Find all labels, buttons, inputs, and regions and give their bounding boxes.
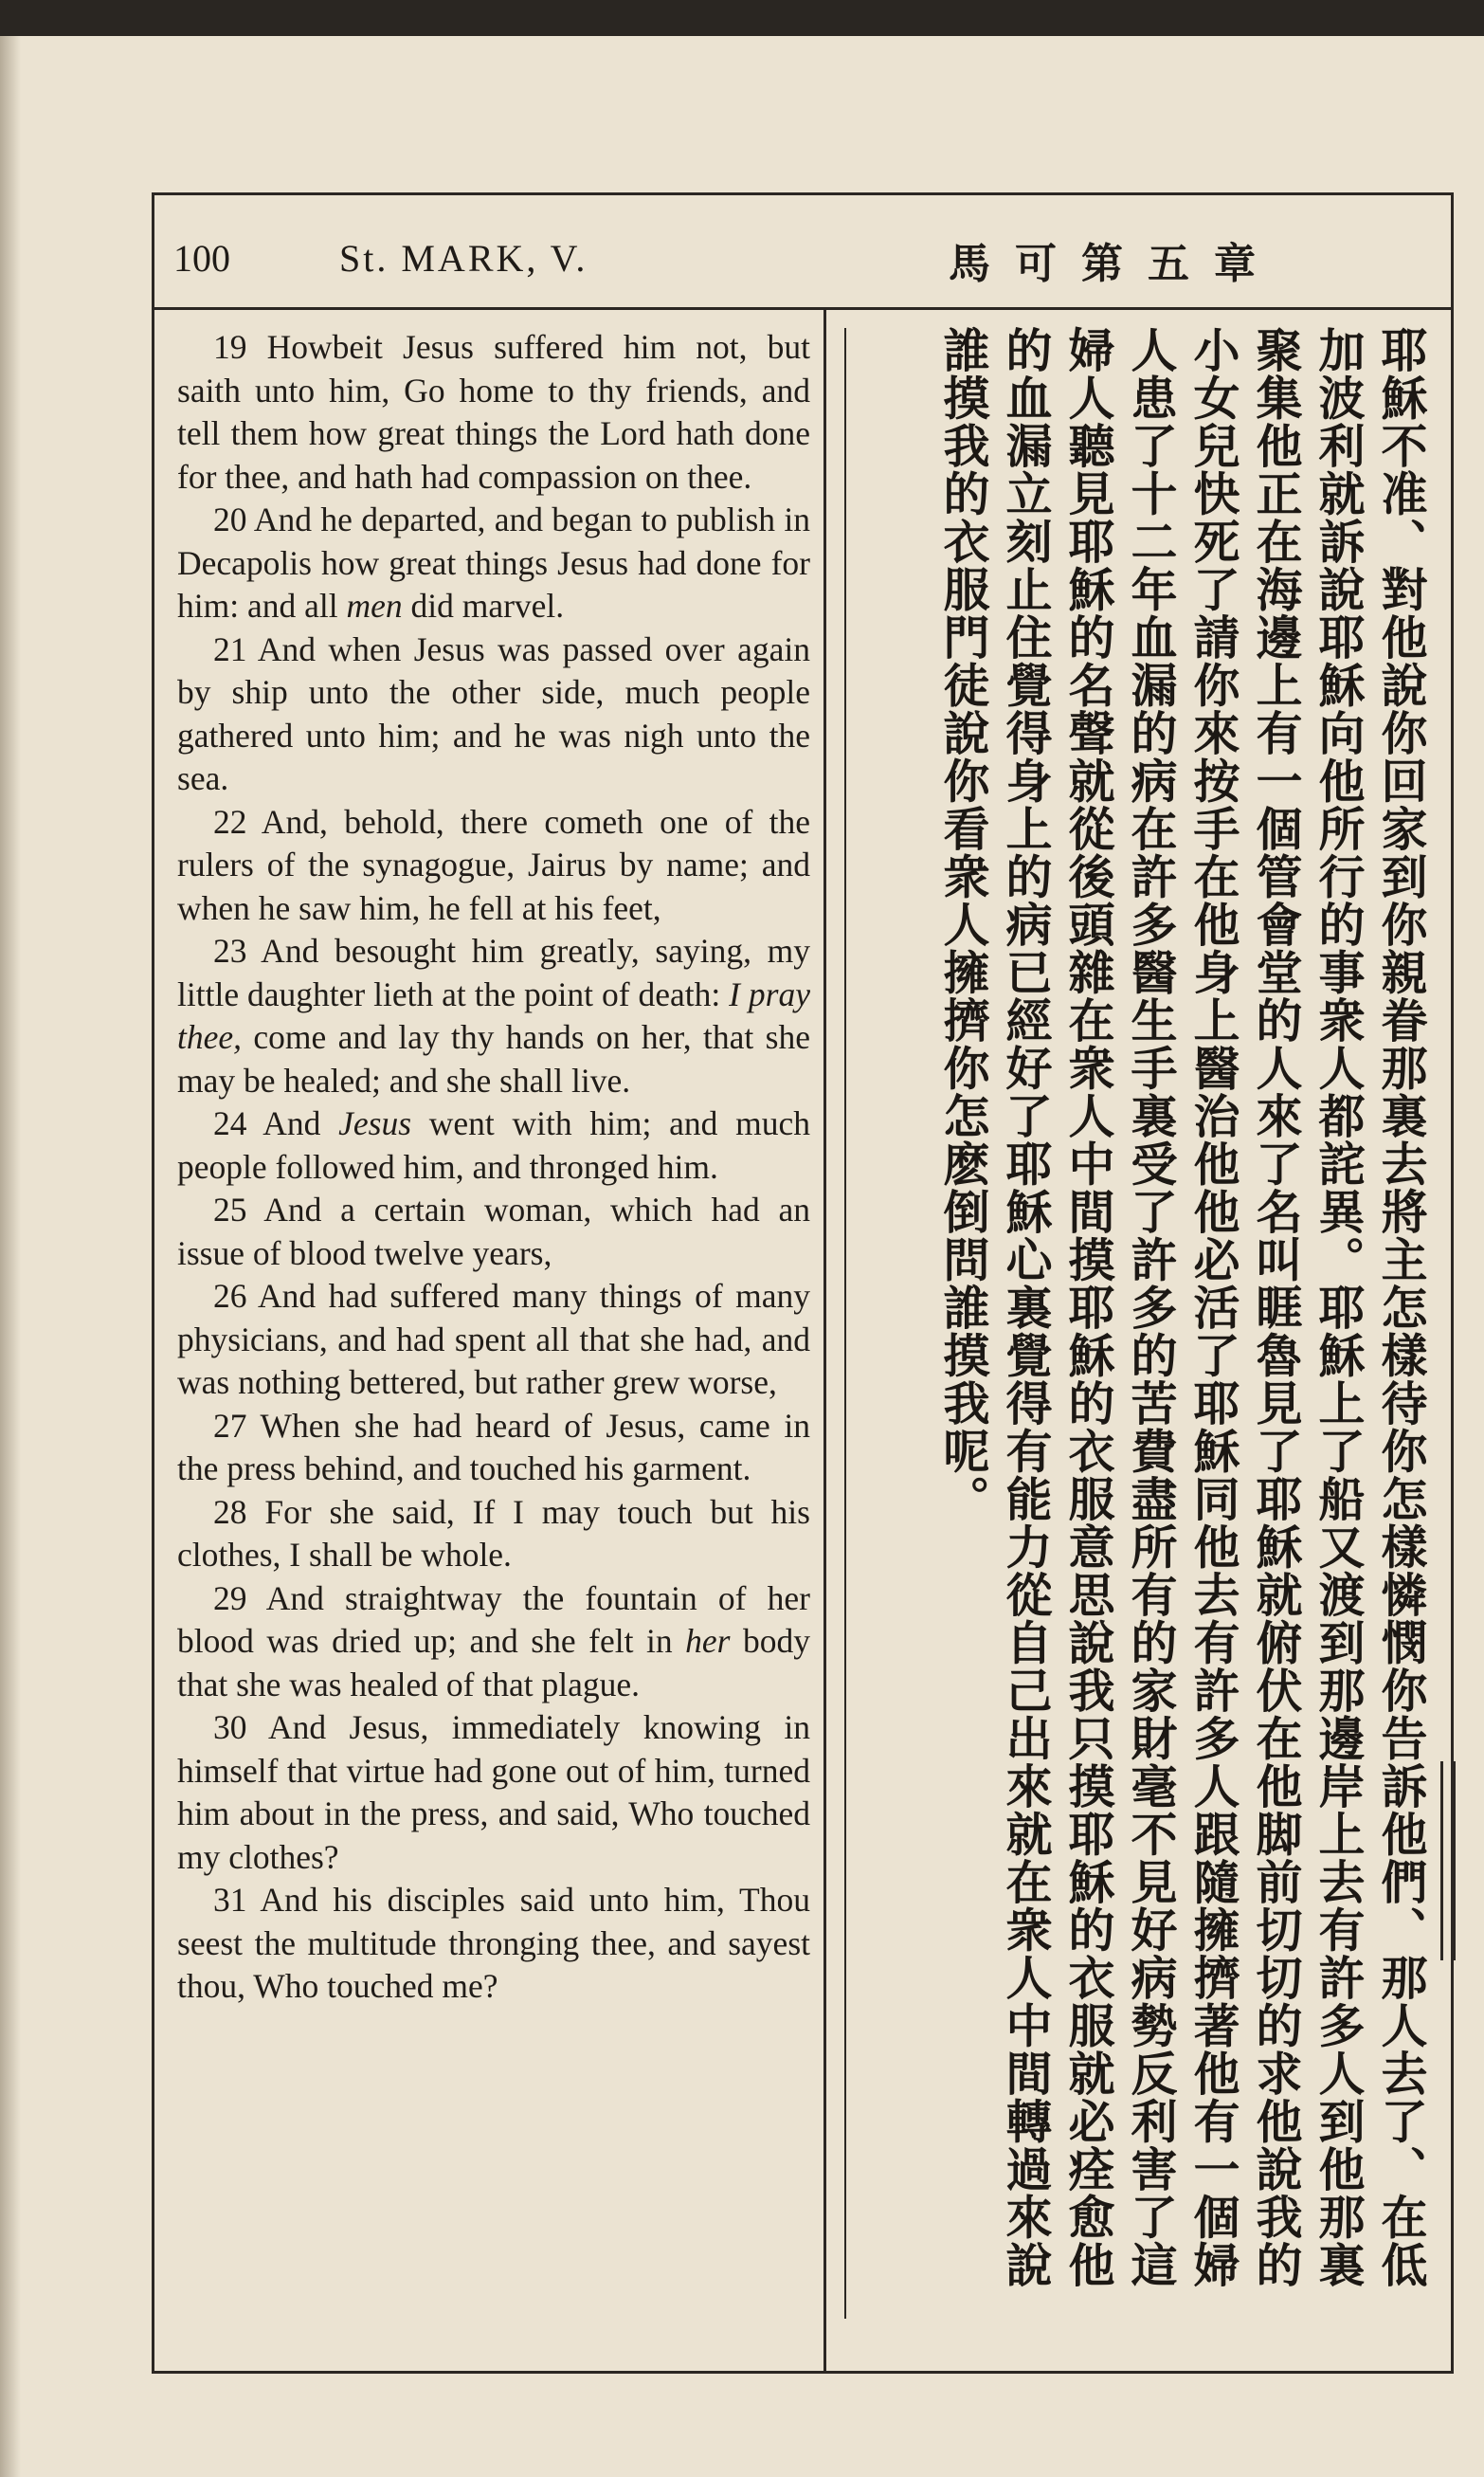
verse-27: 27 When she had heard of Jesus, came in the press behind, and touched his garment. [177, 1406, 810, 1487]
page-header [154, 195, 1451, 310]
verse-23: 23 And besought him greatly, saying, my little daughter lieth at the point of death: I pray thee, come and lay thy hands on her, that she may be healed; and she shall live. [177, 932, 810, 1100]
verse-20: 20 And he departed, and began to publish in Decapolis how great things Jesus had done for him: and all men did marvel. [177, 501, 810, 625]
proper-name-marker [1440, 1761, 1456, 1960]
verse-26: 26 And had suffered many things of many physicians, and had spent all that she had, and was nothing bettered, but rather grew worse, [177, 1277, 810, 1401]
column-divider [823, 310, 826, 2371]
chinese-chapter-title: 馬可第五章 [949, 240, 1280, 288]
page-gutter-shadow [0, 36, 21, 2477]
verse-19: 19 Howbeit Jesus suffered him not, but saith unto him, Go home to thy friends, and tell them how great things the Lord hath done for thee, and hath had compassion on thee. [177, 328, 810, 496]
verse-31: 31 And his disciples said unto him, Thou seest the multitude thronging thee, and sayest thou, Who touched me? [177, 1881, 810, 2005]
page-number: 100 [173, 237, 230, 280]
verse-28: 28 For she said, If I may touch but his clothes, I shall be whole. [177, 1492, 810, 1574]
verse-29: 29 And straightway the fountain of her blood was dried up; and she felt in her body that she was healed of that plague. [177, 1578, 810, 1703]
book-page [0, 36, 1484, 2477]
text-frame [152, 192, 1454, 2374]
verse-21: 21 And when Jesus was passed over again by ship unto the other side, much people gathered unto him; and he was nigh unto the sea. [177, 629, 810, 797]
verse-30: 30 And Jesus, immediately knowing in himself that virtue had gone out of him, turned him about in the press, and said, Who touched my clothes? [177, 1708, 810, 1876]
chinese-column: 耶穌不准、對他說你回家到你親眷那裏去將主怎樣待你怎樣憐憫你告訴他們、那人去了、在低加波利就訴說耶穌向他所行的事衆人都詫異。耶穌上了船又渡到那邊岸上去有許多人到他那裏聚集他正在海邊上有一個管會堂的人來了名叫睚魯見了耶穌就俯伏在他脚前切切的求他說我的小女兒快死了請你來按手在他身上醫治他他必活了耶穌同他去有許多人跟隨擁擠著他有一個婦人患了十二年血漏的病在許多醫生手裏受了許多的苦費盡所有的家財毫不見好病勢反利害了這婦人聽見耶穌的名聲就從後頭雜在衆人中間摸耶穌的衣服意思說我只摸耶穌的衣服就必痊愈他的血漏立刻止住覺得身上的病已經好了耶穌心裏覺得有能力從自己出來就在衆人中間轉過來說誰摸我的衣服門徒說你看衆人擁擠你怎麽倒問誰摸我呢。 [936, 326, 1428, 2289]
verse-25: 25 And a certain woman, which had an issue of blood twelve years, [177, 1191, 810, 1272]
running-title: St. MARK, V. [339, 237, 588, 280]
verse-24: 24 And Jesus went with him; and much people followed him, and thronged him. [177, 1104, 810, 1186]
english-column [177, 326, 810, 2355]
verse-22: 22 And, behold, there cometh one of the rulers of the synagogue, Jairus by name; and when he saw him, he fell at his feet, [177, 802, 810, 927]
